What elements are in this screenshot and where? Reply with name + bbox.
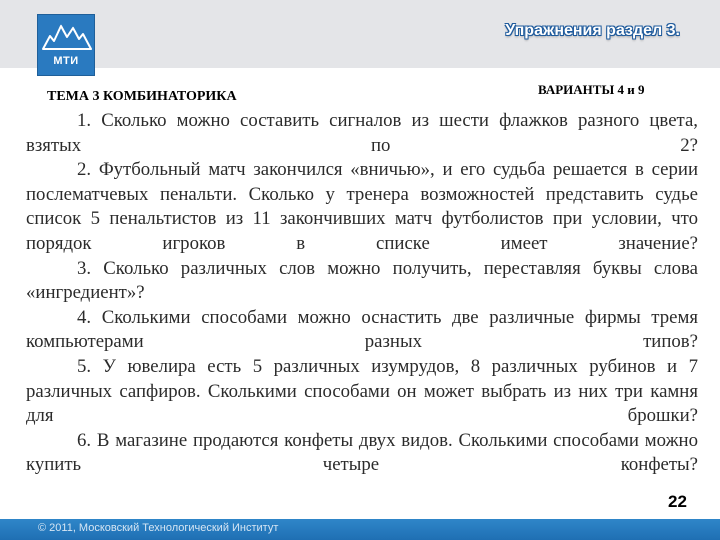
logo-text: МТИ bbox=[53, 55, 79, 67]
mountains-icon bbox=[42, 22, 92, 52]
topic-title: ТЕМА 3 КОМБИНАТОРИКА bbox=[47, 89, 237, 104]
problem-item: 4. Сколькими способами можно оснастить две различные фирмы тремя компьютерами разных типов? bbox=[26, 306, 698, 353]
footer-bar bbox=[0, 519, 720, 540]
variants-label: ВАРИАНТЫ 4 и 9 bbox=[538, 82, 645, 97]
problem-item: 3. Сколько различных слов можно получить, переставляя буквы слова «ингредиент»? bbox=[26, 257, 698, 304]
page-number: 22 bbox=[668, 492, 687, 511]
problem-item: 5. У ювелира есть 5 различных изумрудов, 8 различных рубинов и 7 различных сапфиров. Сколькими способами он может выбрать из них три камня для брошки? bbox=[26, 355, 698, 427]
problem-item: 1. Сколько можно составить сигналов из шести флажков разного цвета, взятых по 2? bbox=[26, 110, 698, 156]
copyright-text: © 2011, Московский Технологический Институт bbox=[38, 522, 279, 534]
problem-list bbox=[26, 109, 698, 478]
problem-item: 6. В магазине продаются конфеты двух видов. Сколькими способами можно купить четыре конфеты? bbox=[26, 429, 698, 476]
problem-item: 2. Футбольный матч закончился «вничью», и его судьба решается в серии послематчевых пенальти. Сколько у тренера возможностей представить судье список 5 пенальтистов из 11 закончивших матч футболистов при условии, что порядок игроков в списке имеет значение? bbox=[26, 159, 698, 254]
logo bbox=[37, 14, 95, 76]
section-title: Упражнения раздел 3. bbox=[505, 22, 680, 39]
